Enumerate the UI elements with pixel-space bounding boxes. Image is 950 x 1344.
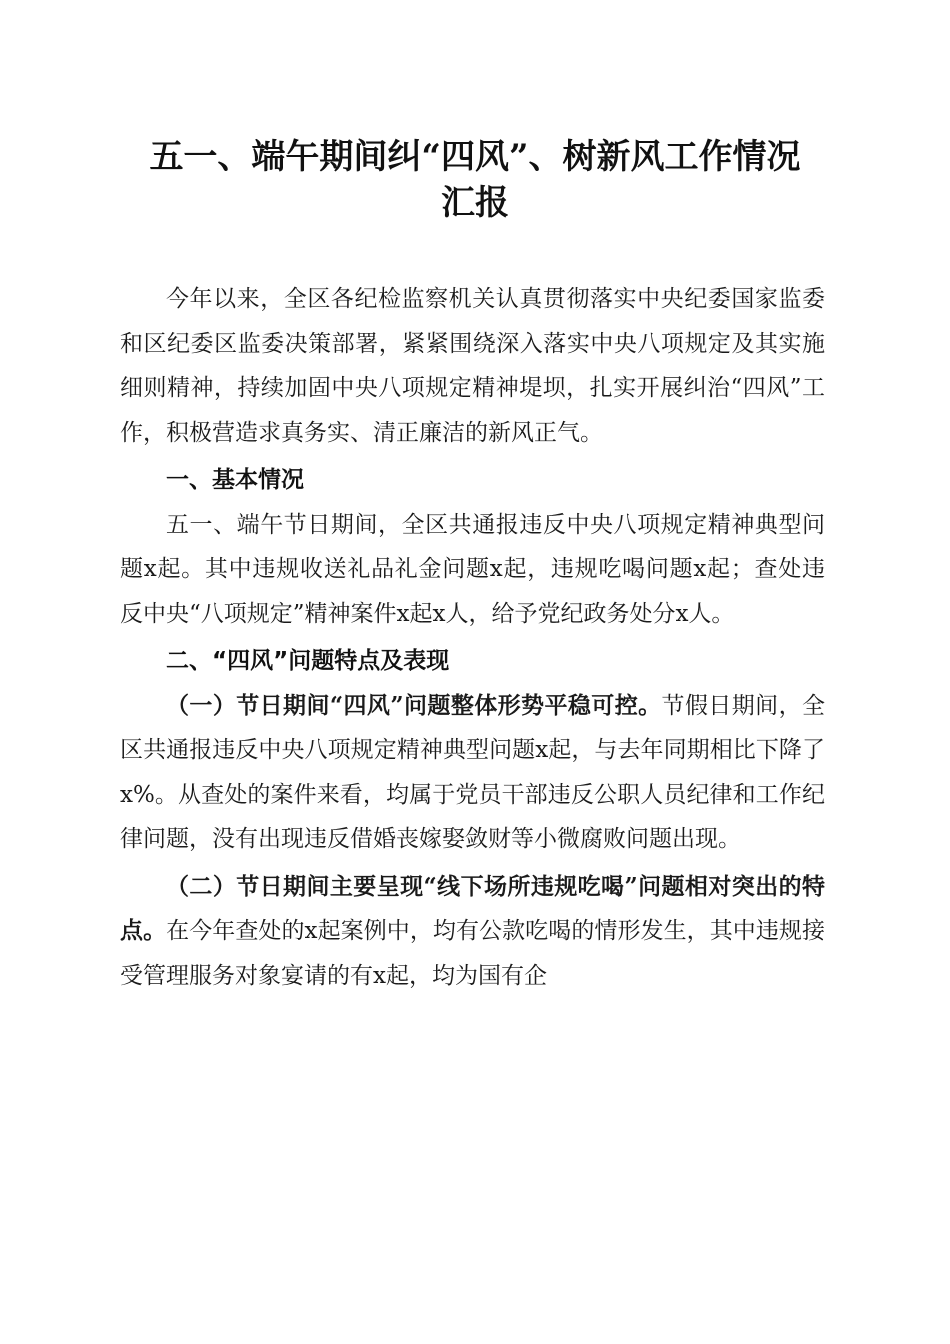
point-1-paragraph xyxy=(120,684,825,862)
point-2-paragraph xyxy=(120,865,825,999)
title-line-1: 五一、端午期间纠“四风”、树新风工作情况 xyxy=(149,137,801,177)
point-1-lead: （一）节日期间“四风”问题整体形势平稳可控。 xyxy=(166,691,662,719)
point-1-text: 节假日期间，全区共通报违反中央八项规定精神典型问题x起，与去年同期相比下降了x%。从查处的案件来看，均属于党员干部违反公职人员纪律和工作纪律问题，没有出现违反借婚丧嫁娶敛财等小微腐败问题出现。 xyxy=(120,692,826,852)
intro-paragraph: 今年以来，全区各纪检监察机关认真贯彻落实中央纪委国家监委和区纪委区监委决策部署，紧紧围绕深入落实中央八项规定及其实施细则精神，持续加固中央八项规定精神堤坝，扎实开展纠治“四风”工作，积极营造求真务实、清正廉洁的新风正气。 xyxy=(120,286,825,446)
point-2-text: 在今年查处的x起案例中，均有公款吃喝的情形发生，其中违规接受管理服务对象宴请的有x起，均为国有企 xyxy=(120,918,825,989)
section-heading-features: 二、“四风”问题特点及表现 xyxy=(166,648,450,674)
title-line-2: 汇报 xyxy=(441,183,509,223)
point-2-lead: （二）节日期间主要呈现“线下场所违规吃喝”问题相对突出的特点。 xyxy=(120,872,825,944)
document-body xyxy=(120,277,825,998)
document-title xyxy=(110,134,840,226)
section-heading-basic: 一、基本情况 xyxy=(166,467,304,493)
basic-situation-paragraph: 五一、端午节日期间，全区共通报违反中央八项规定精神典型问题x起。其中违规收送礼品礼金问题x起，违规吃喝问题x起；查处违反中央“八项规定”精神案件x起x人，给予党纪政务处分x人。 xyxy=(120,511,825,627)
